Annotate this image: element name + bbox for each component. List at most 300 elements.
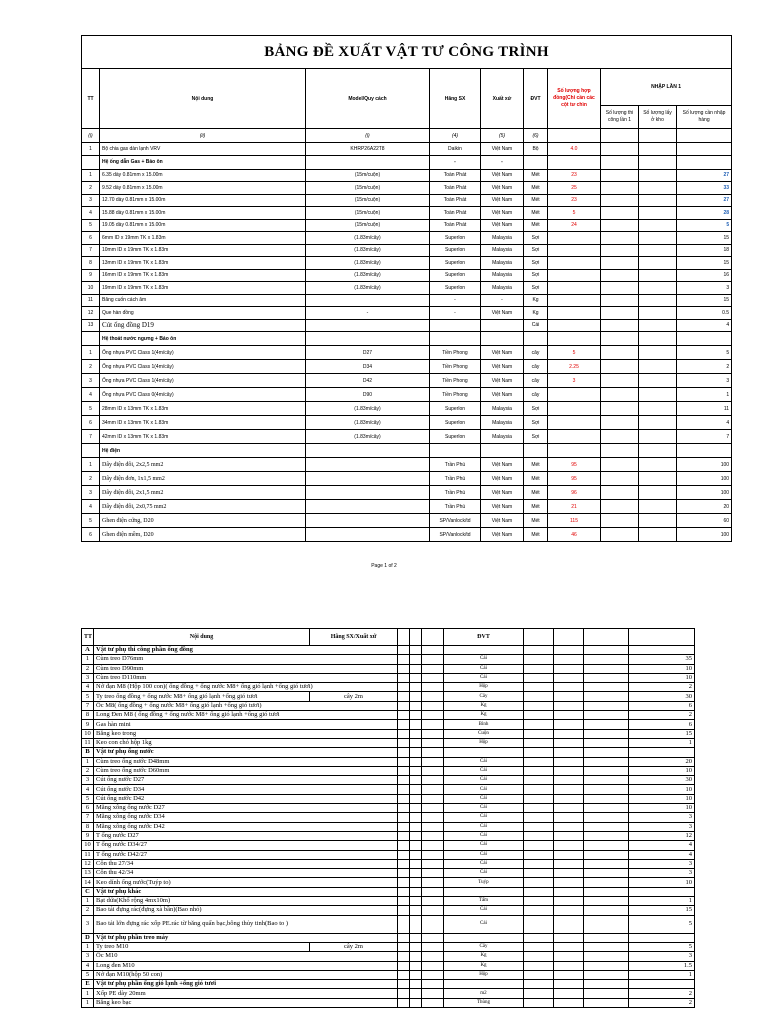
xuatxu-cell: Việt Nam [481, 207, 524, 220]
dvt-cell: Cái [444, 664, 524, 673]
empty-cell [398, 878, 410, 887]
quantity-cell: 15 [629, 729, 695, 738]
header-hang: Hãng SX [430, 69, 481, 129]
soluong-hopdong-cell [548, 257, 601, 270]
empty-cell [524, 887, 554, 896]
empty-cell [554, 711, 584, 720]
tt-cell: 6 [82, 804, 94, 813]
section-title: Hệ ống dẫn Gas + Bảo ôn [100, 155, 306, 169]
tt-cell: 1 [82, 169, 100, 182]
empty-cell [410, 748, 422, 757]
empty-cell [422, 897, 444, 906]
sl-lay-cell [639, 219, 677, 232]
hang-cell: Daikin [430, 143, 481, 156]
empty-cell [584, 692, 629, 701]
noidung-cell: T ống nước D34/27 [94, 841, 398, 850]
table-row [82, 720, 695, 729]
empty-cell [398, 646, 410, 655]
document-title: BẢNG ĐỀ XUẤT VẬT TƯ CÔNG TRÌNH [82, 36, 732, 69]
dvt-cell: cây [524, 374, 548, 388]
empty-cell [554, 970, 584, 979]
model-cell [306, 294, 430, 307]
sl-lay-cell [639, 514, 677, 528]
sl-thicong-cell [601, 360, 639, 374]
empty-cell [410, 757, 422, 766]
header-sl-can: Số lượng cần nhập hàng [677, 106, 732, 129]
tt-cell: 5 [82, 514, 100, 528]
empty-cell [422, 776, 444, 785]
empty-cell [554, 766, 584, 775]
tt-cell: 7 [82, 430, 100, 444]
empty-cell [398, 822, 410, 831]
empty-cell [524, 952, 554, 961]
xuatxu-cell: Việt Nam [481, 307, 524, 320]
dvt-cell: Sợi [524, 282, 548, 295]
soluong-hopdong-cell: 3 [548, 374, 601, 388]
table-row [82, 897, 695, 906]
empty-cell [554, 878, 584, 887]
tt-cell: 13 [82, 319, 100, 332]
dvt-cell: Cái [444, 813, 524, 822]
tt-cell: 4 [82, 961, 94, 970]
empty-cell [422, 952, 444, 961]
table-row [82, 766, 695, 775]
empty-cell [422, 664, 444, 673]
sl-thicong-cell [601, 294, 639, 307]
empty-cell [524, 711, 554, 720]
quantity-cell: 2 [629, 711, 695, 720]
empty-cell [524, 748, 554, 757]
dvt-cell: Cái [444, 869, 524, 878]
dvt-cell: Cái [444, 655, 524, 664]
empty-cell [422, 850, 444, 859]
empty-cell [524, 897, 554, 906]
xuatxu-cell: Việt Nam [481, 194, 524, 207]
sl-lay-cell [639, 194, 677, 207]
model-cell [306, 458, 430, 472]
section-row [82, 332, 732, 346]
soluong-hopdong-cell [548, 232, 601, 245]
sl-lay-cell [639, 360, 677, 374]
dvt-cell: Cái [444, 757, 524, 766]
sl-thicong-cell [601, 219, 639, 232]
noidung-cell: Ống nhựa PVC Class 1(4m/cây) [100, 360, 306, 374]
dvt-cell: Mét [524, 219, 548, 232]
sl-lay-cell [639, 472, 677, 486]
tt-cell: 4 [82, 500, 100, 514]
table-row [82, 143, 732, 156]
noidung-cell: Côn thu 27/34 [94, 859, 398, 868]
empty-cell [444, 887, 524, 896]
sl-thicong-cell [601, 514, 639, 528]
sl-lay-cell [639, 346, 677, 360]
empty-cell [629, 980, 695, 989]
tt-cell [82, 332, 100, 346]
empty-cell [548, 332, 601, 346]
noidung-cell: Cùm treo D90mm [94, 664, 398, 673]
soluong-hopdong-cell: 95 [548, 458, 601, 472]
empty-cell [524, 664, 554, 673]
empty-cell [584, 794, 629, 803]
dvt-cell: Mét [524, 169, 548, 182]
sl-lay-cell [639, 388, 677, 402]
table-row [82, 952, 695, 961]
tt-cell: 3 [82, 915, 94, 933]
empty-cell [422, 804, 444, 813]
empty-cell [601, 332, 639, 346]
noidung-cell: Cút ống nước D27 [94, 776, 398, 785]
noidung-cell: Ống nhựa PVC Class 1(4m/cây) [100, 346, 306, 360]
empty-cell [584, 683, 629, 692]
dvt-cell: Kg [524, 307, 548, 320]
table-row [82, 346, 732, 360]
empty-cell [584, 785, 629, 794]
sl-can-cell: 100 [677, 458, 732, 472]
empty-cell [524, 804, 554, 813]
sl-thicong-cell [601, 169, 639, 182]
table-row [82, 458, 732, 472]
empty-cell [584, 942, 629, 951]
empty-cell [410, 961, 422, 970]
tt-cell: 3 [82, 673, 94, 682]
empty-cell [422, 766, 444, 775]
model-cell: (1.83m/cây) [306, 416, 430, 430]
empty-cell [422, 655, 444, 664]
dvt-cell: Cây [444, 692, 524, 701]
table-row [82, 257, 732, 270]
empty-cell [410, 915, 422, 933]
quantity-cell: 2 [629, 989, 695, 998]
empty-cell [410, 664, 422, 673]
empty-cell [524, 720, 554, 729]
empty-cell [410, 998, 422, 1007]
hang-cell [430, 444, 481, 458]
tt-cell: 1 [82, 942, 94, 951]
dvt-cell: Cái [444, 841, 524, 850]
empty-cell [554, 664, 584, 673]
empty-cell [584, 989, 629, 998]
hang-cell: Superlon [430, 232, 481, 245]
sl-can-cell: 33 [677, 182, 732, 195]
empty-cell [410, 933, 422, 942]
tt-cell: 1 [82, 143, 100, 156]
noidung-cell: Ty treo ống đồng + ống nước M8+ ống gió lạnh +ống gió tươi [94, 692, 310, 701]
empty-cell [398, 859, 410, 868]
section-title: Vật tư phụ phần treo máy [94, 933, 398, 942]
empty-cell [422, 673, 444, 682]
empty-cell [584, 869, 629, 878]
xuatxu-cell: Việt Nam [481, 360, 524, 374]
dvt-cell: cây [524, 388, 548, 402]
dvt-cell: Mét [524, 500, 548, 514]
empty-cell [398, 970, 410, 979]
table-row [82, 813, 695, 822]
noidung-cell: Long Đen M8 ( ống đồng + ống nước M8+ ống gió lạnh +ống gió tươi [94, 711, 398, 720]
xuatxu-cell: Malaysia [481, 232, 524, 245]
empty-cell [398, 794, 410, 803]
empty-cell [524, 692, 554, 701]
header-nhap-lan-1: NHẬP LẦN 1 [601, 69, 732, 106]
xuatxu-cell [481, 332, 524, 346]
tt-cell [82, 155, 100, 169]
xuatxu-cell: Việt Nam [481, 458, 524, 472]
soluong-hopdong-cell: 96 [548, 486, 601, 500]
dvt-cell: Thùng [444, 998, 524, 1007]
empty-cell [398, 989, 410, 998]
empty-cell [524, 444, 548, 458]
quantity-cell: 10 [629, 804, 695, 813]
quantity-cell: 10 [629, 673, 695, 682]
sl-thicong-cell [601, 194, 639, 207]
empty-cell [398, 869, 410, 878]
hang-cell: Superlon [430, 430, 481, 444]
xuatxu-cell: Malaysia [481, 269, 524, 282]
table-row [82, 307, 732, 320]
dvt-cell: Sợi [524, 430, 548, 444]
sl-thicong-cell [601, 346, 639, 360]
empty-cell [554, 942, 584, 951]
model-cell: D90 [306, 388, 430, 402]
table-row [82, 500, 732, 514]
empty-cell [398, 998, 410, 1007]
empty-cell [524, 989, 554, 998]
empty-cell [524, 757, 554, 766]
tt-cell: 6 [82, 528, 100, 542]
empty-cell [554, 887, 584, 896]
sl-can-cell [677, 143, 732, 156]
dvt-cell: Mét [524, 528, 548, 542]
empty-cell [398, 980, 410, 989]
xuatxu-cell: Việt Nam [481, 388, 524, 402]
empty-cell [524, 155, 548, 169]
dvt-cell: Bộ [524, 143, 548, 156]
dvt-cell: Cái [444, 859, 524, 868]
tt-cell: 1 [82, 998, 94, 1007]
table-row [82, 831, 695, 840]
empty-cell [554, 859, 584, 868]
header-model: Model/Quy cách [306, 69, 430, 129]
xuatxu-cell: Malaysia [481, 282, 524, 295]
empty-cell [584, 664, 629, 673]
empty-cell [554, 673, 584, 682]
sl-can-cell: 27 [677, 169, 732, 182]
empty-cell [398, 720, 410, 729]
noidung-cell: Dây điện đôi, 2x2,5 mm2 [100, 458, 306, 472]
header-dvt: ĐVT [524, 69, 548, 129]
empty-cell [629, 646, 695, 655]
page-number: Page 1 of 2 [371, 563, 397, 569]
empty-cell [524, 332, 548, 346]
xuatxu-cell: Malaysia [481, 430, 524, 444]
empty-cell [584, 841, 629, 850]
tt-cell: 2 [82, 360, 100, 374]
sl-can-cell: 18 [677, 244, 732, 257]
dvt-cell: Cái [444, 785, 524, 794]
tt-cell: 3 [82, 374, 100, 388]
empty-cell [601, 444, 639, 458]
noidung-cell: 6.35 dày 0.81mm x 15.00m [100, 169, 306, 182]
soluong-hopdong-cell: 25 [548, 182, 601, 195]
sl-thicong-cell [601, 143, 639, 156]
dvt-cell: Cây [444, 942, 524, 951]
table-row [82, 244, 732, 257]
soluong-hopdong-cell [548, 430, 601, 444]
empty-cell [584, 655, 629, 664]
table-row [82, 869, 695, 878]
empty-cell [554, 989, 584, 998]
noidung-cell: Ống nhựa PVC Class 1(4m/cây) [100, 374, 306, 388]
header-sl-thicong: Số lượng thi công lần 1 [601, 106, 639, 129]
dvt-cell: Kg [444, 961, 524, 970]
table-row [82, 514, 732, 528]
spec-cell: cây 2m [310, 942, 398, 951]
sl-thicong-cell [601, 182, 639, 195]
noidung-cell: Ghen điện mềm, D20 [100, 528, 306, 542]
dvt-cell: Cái [444, 804, 524, 813]
tt-cell: 10 [82, 841, 94, 850]
empty-cell [422, 692, 444, 701]
section-title: Vật tư phụ khác [94, 887, 398, 896]
empty-cell [584, 673, 629, 682]
noidung-cell: 28mm ID x 13mm TK x 1.83m [100, 402, 306, 416]
dvt-cell: Kg [444, 701, 524, 710]
sl-can-cell: 0.5 [677, 307, 732, 320]
section-title: Vật tư phụ phần ống gió lạnh +ống gió tươi [94, 980, 398, 989]
empty-cell [629, 933, 695, 942]
dvt-cell: Tuýp [444, 878, 524, 887]
quantity-cell: 2 [629, 683, 695, 692]
sl-lay-cell [639, 207, 677, 220]
index-cell: (6) [524, 129, 548, 143]
dvt-cell: Cái [444, 822, 524, 831]
sl-thicong-cell [601, 500, 639, 514]
section-title: Hệ thoát nước ngưng + Bảo ôn [100, 332, 306, 346]
hang-cell: Tiền Phong [430, 360, 481, 374]
sl-can-cell: 15 [677, 232, 732, 245]
model-cell: (15m/cuộn) [306, 219, 430, 232]
empty-cell [524, 813, 554, 822]
sl-thicong-cell [601, 269, 639, 282]
empty-cell [524, 738, 554, 747]
empty-cell [584, 804, 629, 813]
index-cell: (5) [481, 129, 524, 143]
tt-cell: 5 [82, 402, 100, 416]
empty-cell [410, 878, 422, 887]
tt-cell: 6 [82, 416, 100, 430]
empty-cell [398, 952, 410, 961]
section-title: Vật tư phụ ống nước [94, 748, 398, 757]
noidung-cell: Cút ống đồng D19 [100, 319, 306, 332]
dvt-cell: Sợi [524, 416, 548, 430]
table-row [82, 906, 695, 915]
quantity-cell: 10 [629, 878, 695, 887]
sl-thicong-cell [601, 207, 639, 220]
sl-thicong-cell [601, 282, 639, 295]
quantity-cell: 3 [629, 813, 695, 822]
index-cell: (i) [306, 129, 430, 143]
tt-cell: 4 [82, 785, 94, 794]
empty-cell [398, 804, 410, 813]
empty-cell [584, 897, 629, 906]
header-hang: Hãng SX/Xuất xứ [310, 629, 398, 646]
dvt-cell: Cái [444, 766, 524, 775]
empty-cell [548, 444, 601, 458]
tt-cell: 14 [82, 878, 94, 887]
hang-cell: SP/Vanlock/td [430, 528, 481, 542]
empty-cell [524, 785, 554, 794]
hang-cell: Superlon [430, 269, 481, 282]
sl-lay-cell [639, 307, 677, 320]
empty-cell [524, 942, 554, 951]
sl-thicong-cell [601, 319, 639, 332]
quantity-cell: 30 [629, 776, 695, 785]
section-row [82, 933, 695, 942]
noidung-cell: Que hàn đồng [100, 307, 306, 320]
dvt-cell: Hộp [444, 683, 524, 692]
noidung-cell: Long đen M10 [94, 961, 398, 970]
empty-cell [554, 655, 584, 664]
dvt-cell: Mét [524, 207, 548, 220]
empty-cell [524, 998, 554, 1007]
empty-cell [422, 794, 444, 803]
quantity-cell: 12 [629, 831, 695, 840]
soluong-hopdong-cell [548, 307, 601, 320]
empty-cell [410, 831, 422, 840]
empty-cell [398, 757, 410, 766]
noidung-cell: Nở đạn M8 (Hộp 100 con)( ống đồng + ống nước M8+ ống gió lạnh +ống gió tươi) [94, 683, 398, 692]
empty-cell [524, 850, 554, 859]
model-cell: (1.83m/cây) [306, 402, 430, 416]
soluong-hopdong-cell [548, 244, 601, 257]
empty-cell [422, 831, 444, 840]
section-title: Vật tư phụ thi công phần ống đồng [94, 646, 398, 655]
noidung-cell: Dây điện đôi, 2x0,75 mm2 [100, 500, 306, 514]
sl-lay-cell [639, 294, 677, 307]
dvt-cell: Cái [524, 319, 548, 332]
soluong-hopdong-cell: 4.0 [548, 143, 601, 156]
tt-cell: 1 [82, 655, 94, 664]
empty-cell [422, 887, 444, 896]
empty-cell [524, 794, 554, 803]
tt-cell: 2 [82, 182, 100, 195]
tt-cell: 4 [82, 207, 100, 220]
empty-cell [410, 655, 422, 664]
tt-cell: 6 [82, 232, 100, 245]
empty-cell [410, 887, 422, 896]
noidung-cell: Cùm treo ống nước D48mm [94, 757, 398, 766]
spec-cell: cây 2m [310, 692, 398, 701]
empty-cell [524, 915, 554, 933]
noidung-cell: Cùm treo D76mm [94, 655, 398, 664]
empty-cell [584, 646, 629, 655]
sl-lay-cell [639, 169, 677, 182]
table-row [82, 785, 695, 794]
table-row [82, 472, 732, 486]
quantity-cell: 15 [629, 906, 695, 915]
supplies-table [81, 628, 695, 1008]
empty-cell [410, 683, 422, 692]
model-cell: KHRP26A22T8 [306, 143, 430, 156]
tt-cell: A [82, 646, 94, 655]
dvt-cell: Hộp [444, 738, 524, 747]
noidung-cell: 12.70 dày 0.81mm x 15.00m [100, 194, 306, 207]
empty-cell [554, 869, 584, 878]
empty-cell [410, 738, 422, 747]
tt-cell: 4 [82, 388, 100, 402]
tt-cell: B [82, 748, 94, 757]
empty-cell [410, 989, 422, 998]
xuatxu-cell: Malaysia [481, 416, 524, 430]
